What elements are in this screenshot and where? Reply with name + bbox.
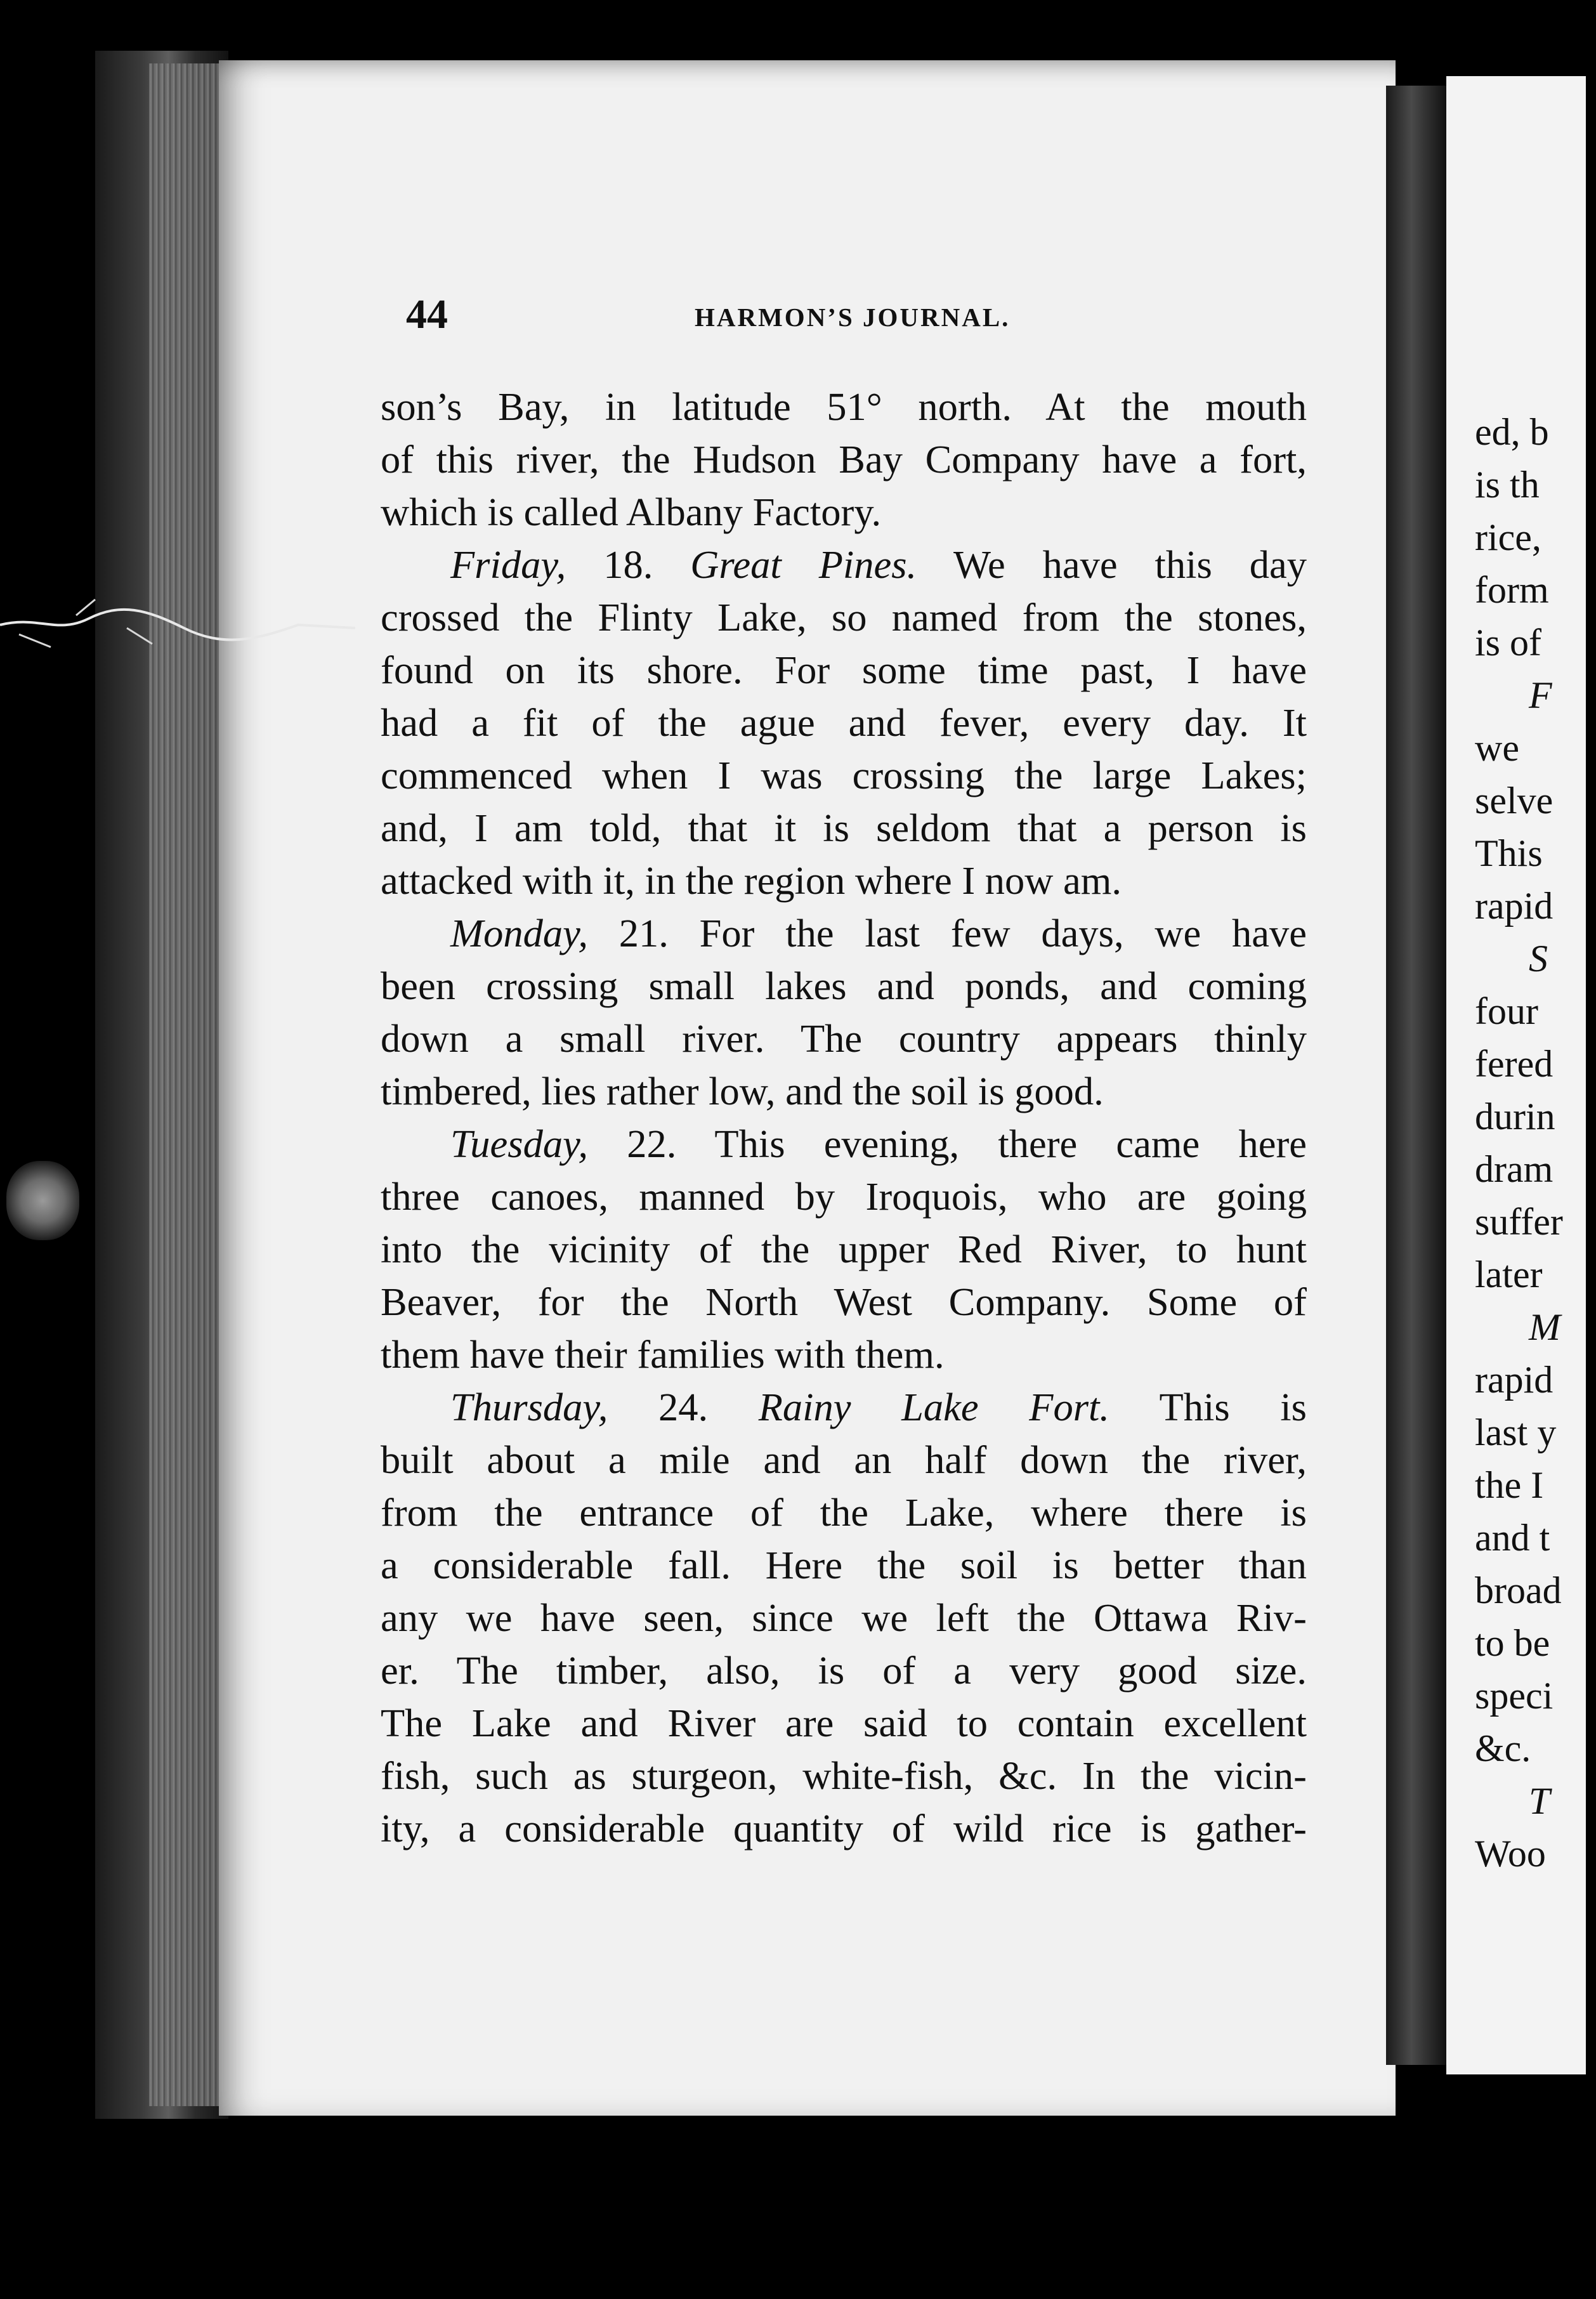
text-line: down a small river. The country appears thinly — [381, 1016, 1307, 1061]
ink-blot — [6, 1161, 79, 1240]
running-title: HARMON’S JOURNAL. — [695, 303, 1011, 332]
text-line: son’s Bay, in latitude 51° north. At the mouth — [381, 384, 1307, 429]
text-line: ity, a considerable quantity of wild rice is gather- — [381, 1806, 1307, 1850]
fragment-line: to be — [1475, 1622, 1550, 1664]
fragment-line: S — [1529, 938, 1548, 979]
text-line: crossed the Flinty Lake, so named from the stones, — [381, 595, 1307, 639]
entry-line-tuesday: Tuesday, 22. This evening, there came here — [450, 1122, 1307, 1166]
text-line: timbered, lies rather low, and the soil is good. — [381, 1069, 1104, 1113]
text-line: them have their families with them. — [381, 1332, 945, 1377]
text-line: found on its shore. For some time past, I have — [381, 648, 1307, 692]
fragment-line: dram — [1475, 1148, 1553, 1190]
entry-line-thursday: Thursday, 24. Rainy Lake Fort. This is — [450, 1385, 1307, 1429]
fragment-line: Woo — [1475, 1833, 1546, 1875]
text-line: from the entrance of the Lake, where there is — [381, 1490, 1307, 1535]
entry-day: Monday, — [450, 911, 588, 955]
fragment-line: F — [1529, 674, 1552, 716]
fragment-line: the I — [1475, 1464, 1544, 1506]
entry-day: Friday, — [450, 542, 566, 587]
fragment-line: broad — [1475, 1569, 1562, 1611]
page-edges — [149, 63, 222, 2106]
fragment-line: rapid — [1475, 1359, 1553, 1401]
fragment-line: suffer — [1475, 1201, 1563, 1243]
fragment-line: durin — [1475, 1096, 1555, 1137]
fragment-line: we — [1475, 727, 1519, 769]
running-head — [0, 291, 1596, 348]
text-line: Beaver, for the North West Company. Some of — [381, 1280, 1307, 1324]
text-line: which is called Albany Factory. — [381, 490, 882, 534]
entry-line-friday: Friday, 18. Great Pines. We have this day — [450, 542, 1307, 587]
fragment-line: ed, b — [1475, 411, 1549, 453]
right-page-text — [1475, 406, 1596, 1880]
text-line: of this river, the Hudson Bay Company have a fort, — [381, 437, 1307, 481]
scan-edge — [1586, 0, 1596, 2299]
text-line: been crossing small lakes and ponds, and coming — [381, 964, 1307, 1008]
fragment-line: fered — [1475, 1043, 1553, 1085]
fragment-line: is of — [1475, 622, 1541, 664]
fragment-line: later — [1475, 1254, 1543, 1295]
fragment-line: speci — [1475, 1675, 1553, 1717]
entry-place: Great Pines. — [690, 542, 917, 587]
text-line: had a fit of the ague and fever, every day. It — [381, 700, 1307, 745]
text-line: fish, such as sturgeon, white-fish, &c. In the vicin- — [381, 1753, 1307, 1798]
fragment-line: This — [1475, 832, 1543, 874]
text-line: The Lake and River are said to contain excellent — [381, 1701, 1307, 1745]
page-number: 44 — [406, 291, 448, 337]
fragment-line: rapid — [1475, 885, 1553, 927]
text-line: commenced when I was crossing the large Lakes; — [381, 753, 1307, 797]
entry-place: Rainy Lake Fort. — [758, 1385, 1110, 1429]
text-line: built about a mile and an half down the river, — [381, 1438, 1307, 1482]
text-line: any we have seen, since we left the Ottawa Riv- — [381, 1595, 1307, 1640]
book-gutter — [1386, 86, 1449, 2065]
fragment-line: rice, — [1475, 516, 1541, 558]
fragment-line: form — [1475, 569, 1549, 611]
body-text — [381, 381, 1307, 1855]
fragment-line: T — [1529, 1780, 1550, 1822]
text-line: er. The timber, also, is of a very good size. — [381, 1648, 1307, 1693]
entry-day: Tuesday, — [450, 1122, 589, 1166]
fragment-line: M — [1529, 1306, 1560, 1348]
entry-day: Thursday, — [450, 1385, 608, 1429]
text-line: attacked with it, in the region where I now am. — [381, 858, 1122, 903]
paper-crack — [0, 590, 355, 660]
text-line: and, I am told, that it is seldom that a person is — [381, 806, 1307, 850]
entry-line-monday: Monday, 21. For the last few days, we have — [450, 911, 1307, 955]
text-line: a considerable fall. Here the soil is better than — [381, 1543, 1307, 1587]
text-line: three canoes, manned by Iroquois, who are going — [381, 1174, 1307, 1219]
fragment-line: selve — [1475, 780, 1553, 822]
fragment-line: and t — [1475, 1517, 1550, 1559]
fragment-line: &c. — [1475, 1727, 1531, 1769]
fragment-line: is th — [1475, 464, 1540, 506]
fragment-line: four — [1475, 990, 1538, 1032]
text-line: into the vicinity of the upper Red River, to hunt — [381, 1227, 1307, 1271]
fragment-line: last y — [1475, 1411, 1557, 1453]
